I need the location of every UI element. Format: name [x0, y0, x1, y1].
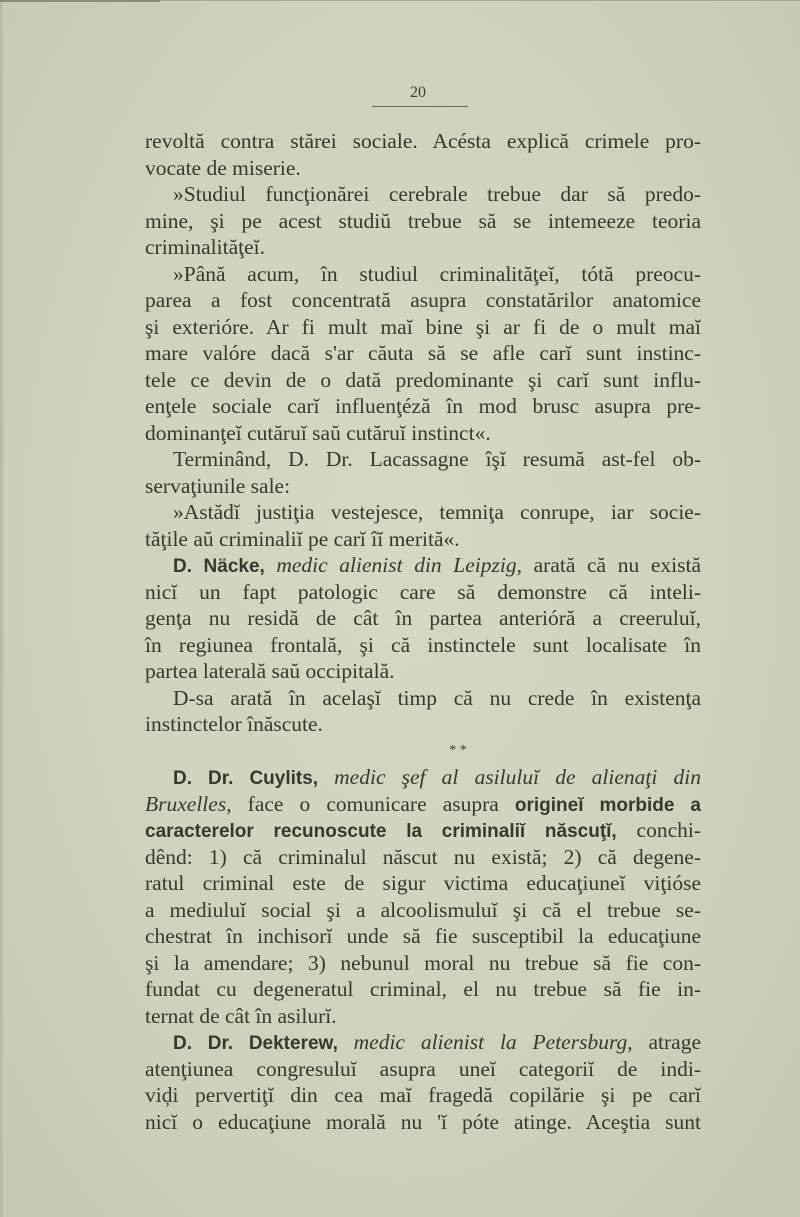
- text-line: [145, 1109, 701, 1136]
- text-run: şi exterióre. Ar fi mult maĭ bine şi ar fi de o mult maĭ: [145, 314, 701, 339]
- bold-name: origineĭ morbide a: [514, 794, 701, 816]
- text-run: arată că nu există: [522, 553, 701, 577]
- section-separator: * *: [449, 742, 467, 758]
- text-run: instinctelor înăscute.: [145, 712, 323, 736]
- text-run: dênd: 1) că criminalul născut nu există; 2) că degene-: [145, 844, 701, 869]
- text-line: [145, 393, 701, 420]
- text-line: [145, 950, 701, 977]
- text-run: vocate de miserie.: [145, 155, 301, 180]
- italic-phrase: medic alienist din Leipzig,: [276, 553, 522, 577]
- text-line: [145, 446, 701, 473]
- text-run: fundat cu degeneratul criminal, el nu trebue să fie in-: [145, 977, 701, 1001]
- text-line: [145, 632, 701, 659]
- text-run: face o comunicare asupra: [231, 791, 515, 816]
- text-run: în regiunea frontală, şi că instinctele sunt localisate în: [145, 632, 701, 657]
- text-line: [145, 791, 701, 818]
- top-border-line-faint: [160, 0, 800, 1]
- text-line: [145, 287, 701, 314]
- text-block-congress: [145, 764, 701, 1135]
- text-line: [145, 817, 701, 844]
- text-line: [145, 685, 701, 712]
- text-line: [145, 976, 701, 1003]
- text-line: [145, 181, 701, 208]
- text-run: ternat de cât în asilurĭ.: [145, 1003, 337, 1028]
- text-run: nicĭ o educaţiune morală nu 'ĭ póte atinge. Aceştia sunt: [145, 1109, 701, 1134]
- text-line: [145, 128, 701, 155]
- text-run: revoltă contra stărei sociale. Acésta explică crimele pro-: [145, 129, 701, 153]
- text-line: [145, 526, 701, 553]
- top-border-line: [0, 0, 160, 2]
- text-line: [145, 658, 701, 685]
- text-line: [145, 552, 701, 579]
- text-run: viḑi pervertiţĭ din cea maĭ fragedă copilărie şi pe carĭ: [145, 1083, 701, 1107]
- text-run: »Studiul funcţionărei cerebrale trebue dar să predo-: [173, 182, 701, 206]
- text-line: [145, 340, 701, 367]
- text-line: [145, 711, 701, 738]
- text-line: [145, 1082, 701, 1109]
- text-line: [145, 261, 701, 288]
- text-run: ratul criminal este de sigur victima educaţiuneĭ viţióse: [145, 871, 701, 895]
- text-line: [145, 1056, 701, 1083]
- bold-name: caracterelor recunoscute la criminaliĭ născuţĭ,: [145, 821, 617, 842]
- text-run: servaţiunile sale:: [145, 473, 291, 498]
- italic-phrase: Bruxelles,: [145, 791, 232, 816]
- text-line: [145, 579, 701, 606]
- text-run: »Astădĭ justiţia vestejesce, temniţa conrupe, iar socie-: [173, 500, 701, 524]
- text-line: [145, 764, 701, 791]
- text-run: atrage: [632, 1030, 701, 1054]
- page-number: 20: [410, 84, 426, 101]
- text-run: enţele sociale carĭ influenţéză în mod brusc asupra pre-: [145, 394, 701, 418]
- text-line: [145, 473, 701, 500]
- page-edge-shadow: [0, 0, 6, 1217]
- text-line: [145, 870, 701, 897]
- bold-name: D. Näcke,: [173, 556, 277, 577]
- body-text: [145, 128, 701, 1135]
- text-line: [145, 499, 701, 526]
- text-run: parea a fost concentrată asupra constatărilor anatomice: [145, 288, 701, 312]
- text-run: tăţile aŭ criminaliĭ pe carĭ îĭ merită«.: [145, 526, 460, 551]
- italic-phrase: medic alienist la Petersburg,: [353, 1030, 633, 1054]
- text-line: [145, 367, 701, 394]
- text-line: [145, 208, 701, 235]
- text-line: [145, 605, 701, 632]
- text-run: nicĭ un fapt patologic care să demonstre că inteli-: [145, 579, 701, 604]
- text-run: criminalităţeĭ.: [145, 235, 265, 259]
- bold-name: D. Dr. Cuylits,: [173, 768, 335, 789]
- text-line: [145, 314, 701, 341]
- text-line: [145, 844, 701, 871]
- text-line: [145, 155, 701, 182]
- text-run: dominanţeĭ cutăruĭ saŭ cutăruĭ instinct«.: [145, 420, 491, 445]
- text-line: [145, 234, 701, 261]
- text-run: chestrat în inchisorĭ unde să fie susceptibil la educaţiune: [145, 924, 701, 948]
- text-run: partea laterală saŭ occipitală.: [145, 659, 395, 683]
- bold-name: D. Dr. Dekterew,: [173, 1033, 354, 1054]
- text-line: [145, 420, 701, 447]
- text-line: [145, 1003, 701, 1030]
- text-line: [145, 897, 701, 924]
- text-run: mine, şi pe acest studiŭ trebue să se intemeeze teoria: [145, 208, 701, 233]
- text-block-main: [145, 128, 701, 738]
- text-run: şi la amendare; 3) nebunul moral nu trebue să fie con-: [145, 950, 701, 975]
- text-line: [145, 1029, 701, 1056]
- text-run: genţa nu residă de cât în partea anterióră a creeruluĭ,: [145, 606, 701, 630]
- italic-phrase: medic şef al asiluluĭ de alienaţi din: [334, 765, 701, 789]
- text-run: conchi-: [616, 818, 701, 842]
- text-run: D-sa arată în acelaşĭ timp că nu crede în existenţa: [173, 685, 701, 710]
- text-run: »Până acum, în studiul criminalităţeĭ, tótă preocu-: [173, 261, 701, 286]
- text-run: atenţiunea congresuluĭ asupra uneĭ categoriĭ de indi-: [145, 1056, 701, 1081]
- text-run: Terminând, D. Dr. Lacassagne îşĭ resumă ast-fel ob-: [173, 447, 701, 471]
- page-number-rule: [372, 106, 468, 107]
- text-run: mare valóre dacă s'ar căuta să se afle carĭ sunt instinc-: [145, 341, 701, 365]
- text-line: [145, 923, 701, 950]
- text-run: a mediuluĭ social şi a alcoolismuluĭ şi că el trebue se-: [145, 897, 701, 922]
- text-run: tele ce devin de o dată predominante şi carĭ sunt influ-: [145, 367, 701, 392]
